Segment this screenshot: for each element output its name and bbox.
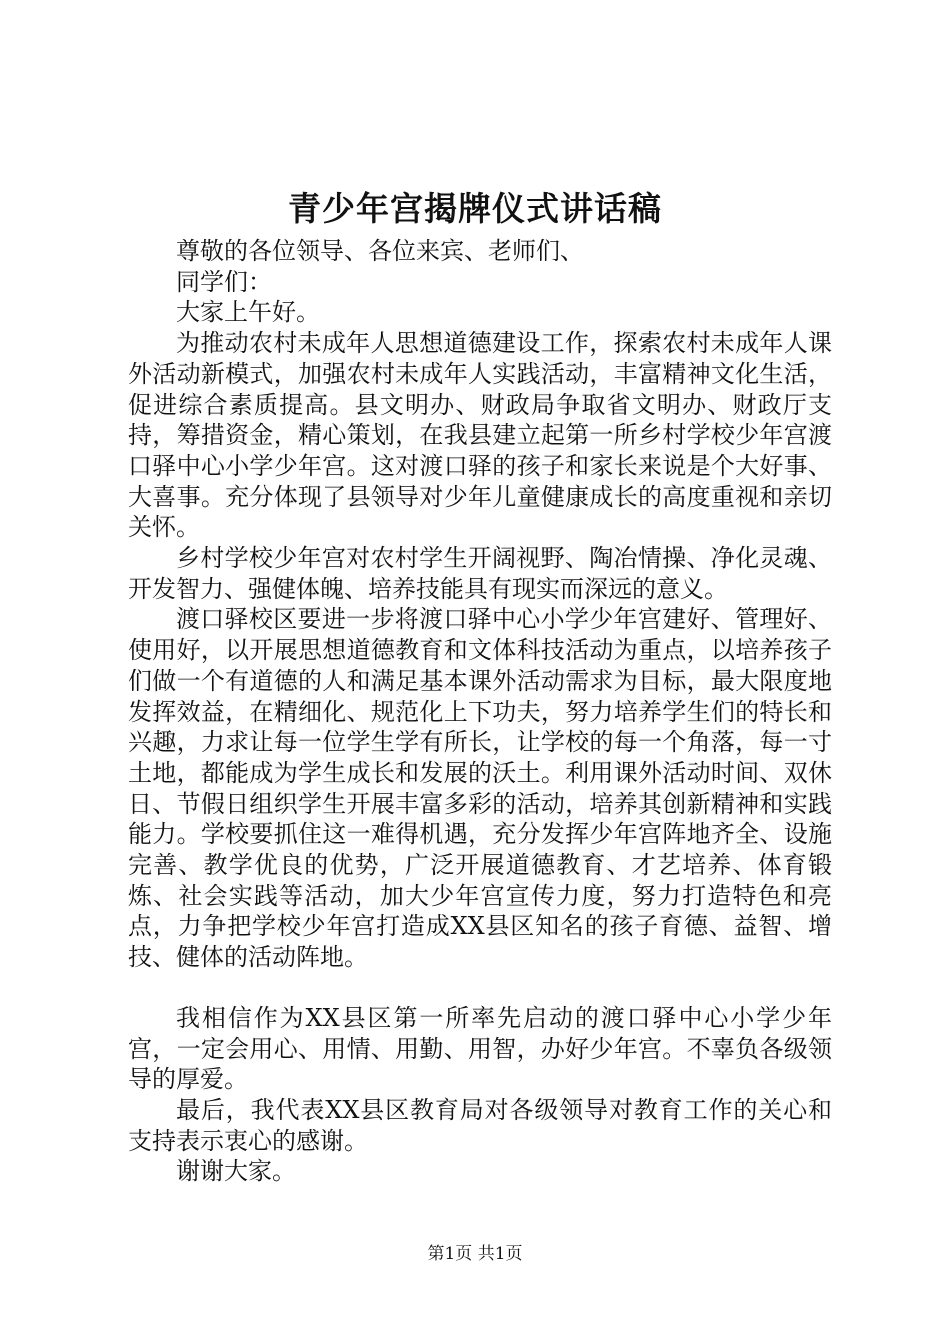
salutation-line-2: 同学们：	[176, 267, 272, 296]
body-paragraph-2: 乡村学校少年宫对农村学生开阔视野、陶冶情操、净化灵魂、开发智力、强健体魄、培养技能具有现实而深远的意义。	[128, 544, 832, 603]
closing-paragraph: 谢谢大家。	[176, 1157, 296, 1186]
document-body	[128, 236, 832, 1187]
body-paragraph-3: 渡口驿校区要进一步将渡口驿中心小学少年宫建好、管理好、使用好，以开展思想道德教育和文体科技活动为重点，以培养孩子们做一个有道德的人和满足基本课外活动需求为目标，最大限度地发挥效益，在精细化、规范化上下功夫，努力培养学生们的特长和兴趣，力求让每一位学生学有所长，让学校的每一个角落，每一寸土地，都能成为学生成长和发展的沃土。利用课外活动时间、双休日、节假日组织学生开展丰富多彩的活动，培养其创新精神和实践能力。学校要抓住这一难得机遇，充分发挥少年宫阵地齐全、设施完善、教学优良的优势，广泛开展道德教育、才艺培养、体育锻炼、社会实践等活动，加大少年宫宣传力度，努力打造特色和亮点，力争把学校少年宫打造成XX县区知名的孩子育德、益智、增技、健体的活动阵地。	[128, 605, 832, 972]
body-paragraph-4: 我相信作为XX县区第一所率先启动的渡口驿中心小学少年宫，一定会用心、用情、用勤、用智，办好少年宫。不辜负各级领导的厚爱。	[128, 1003, 832, 1094]
body-paragraph-5: 最后，我代表XX县区教育局对各级领导对教育工作的关心和支持表示衷心的感谢。	[128, 1095, 832, 1155]
body-paragraph-1: 为推动农村未成年人思想道德建设工作，探索农村未成年人课外活动新模式，加强农村未成年人实践活动，丰富精神文化生活，促进综合素质提高。县文明办、财政局争取省文明办、财政厅支持，筹措资金，精心策划，在我县建立起第一所乡村学校少年宫渡口驿中心小学少年宫。这对渡口驿的孩子和家长来说是个大好事、大喜事。充分体现了县领导对少年儿童健康成长的高度重视和亲切关怀。	[128, 329, 832, 542]
greeting-paragraph: 大家上午好。	[176, 298, 320, 327]
document-title: 青少年宫揭牌仪式讲话稿	[288, 189, 662, 228]
salutation-line-1: 尊敬的各位领导、各位来宾、老师们、	[176, 237, 584, 265]
page-number-footer: 第1页 共1页	[427, 1244, 523, 1264]
